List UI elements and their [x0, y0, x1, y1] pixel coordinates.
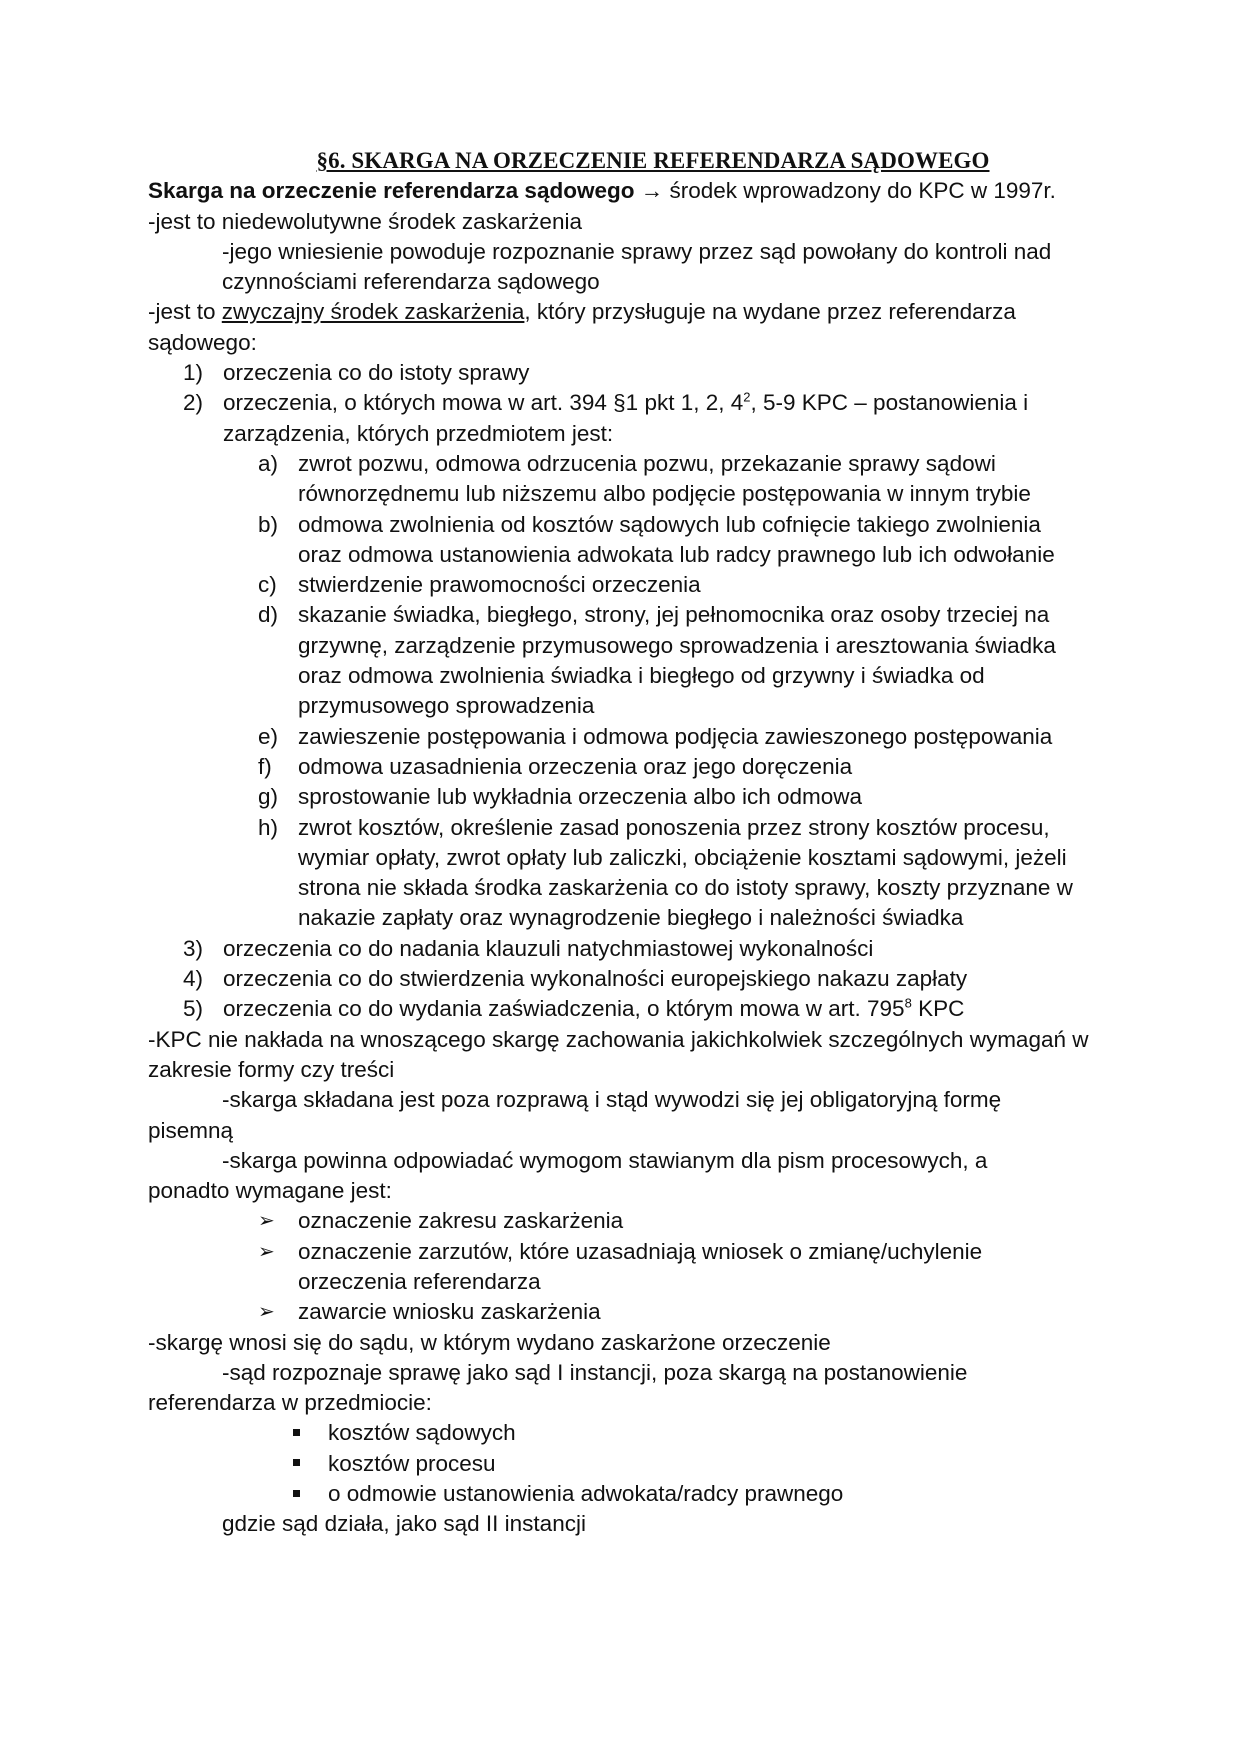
square-bullet-icon [293, 1479, 328, 1509]
square-list-item [148, 1449, 1098, 1479]
paragraph-3-sub2-line-1: -skarga powinna odpowiadać wymogom stawianym dla pism procesowych, a [222, 1147, 988, 1173]
list-item-continuation: zarządzenia, których przedmiotem jest: [223, 420, 614, 446]
sublist-text: skazanie świadka, biegłego, strony, jej pełnomocnika oraz osoby trzeciej na [298, 602, 1050, 628]
right-arrow-icon: → [640, 178, 664, 204]
square-list-item [148, 1479, 1098, 1509]
document-title: §6. SKARGA NA ORZECZENIE REFERENDARZA SĄDOWEGO [316, 148, 990, 173]
list-text: orzeczenia co do stwierdzenia wykonalności europejskiego nakazu zapłaty [223, 966, 968, 992]
list-item [148, 358, 1098, 388]
sublist-item [148, 449, 1098, 479]
paragraph-2 [148, 297, 1098, 327]
arrow-list-item [148, 1237, 1098, 1267]
sublist-letter: b) [258, 511, 279, 537]
superscript: 8 [904, 995, 912, 1011]
arrow-list-continuation: orzeczenia referendarza [298, 1268, 541, 1294]
paragraph-2-underlined: zwyczajny środek zaskarżenia [221, 299, 525, 325]
list-text-part: orzeczenia, o których mowa w art. 394 §1 pkt 1, 2, 4 [223, 390, 744, 416]
list-item [148, 994, 1098, 1024]
arrow-bullet-icon: ➢ [258, 1240, 275, 1263]
sublist-continuation: równorzędnemu lub niższemu albo podjęcie postępowania w innym trybie [298, 481, 1031, 507]
sublist-letter: g) [258, 784, 279, 810]
sublist-continuation: nakazie zapłaty oraz wynagrodzenie biegłego i należności świadka [298, 905, 964, 931]
list-text-part: orzeczenia co do wydania zaświadczenia, o którym mowa w art. 795 [223, 996, 905, 1022]
sublist-item [148, 510, 1098, 540]
sublist-text: sprostowanie lub wykładnia orzeczenia albo ich odmowa [298, 784, 863, 810]
square-list-item [148, 1418, 1098, 1448]
list-text [223, 388, 1028, 418]
paragraph-2-prefix: -jest to [148, 299, 222, 325]
list-text: orzeczenia co do istoty sprawy [223, 360, 530, 386]
superscript: 2 [743, 389, 751, 405]
sublist-letter: c) [258, 572, 277, 598]
list-number: 4) [183, 966, 204, 992]
sublist-letter: a) [258, 450, 279, 476]
square-list-text: kosztów procesu [328, 1450, 496, 1476]
square-bullet-icon [293, 1418, 328, 1448]
closing-line: gdzie sąd działa, jako sąd II instancji [222, 1511, 586, 1537]
sublist-continuation: oraz odmowa ustanowienia adwokata lub radcy prawnego lub ich odwołanie [298, 541, 1055, 567]
arrow-list-text: zawarcie wniosku zaskarżenia [298, 1299, 601, 1325]
sublist-letter: f) [258, 753, 272, 779]
list-text: orzeczenia co do nadania klauzuli natychmiastowej wykonalności [223, 935, 874, 961]
paragraph-3-sub-line-2: pisemną [148, 1117, 234, 1143]
sublist-text: odmowa uzasadnienia orzeczenia oraz jego doręczenia [298, 753, 853, 779]
list-number: 2) [183, 390, 204, 416]
list-text-part: KPC [911, 996, 965, 1022]
list-item [148, 934, 1098, 964]
paragraph-1-sub-line-1: -jego wniesienie powoduje rozpoznanie sprawy przez sąd powołany do kontroli nad [222, 238, 1052, 264]
sublist-text: odmowa zwolnienia od kosztów sądowych lub cofnięcie takiego zwolnienia [298, 511, 1041, 537]
paragraph-4-sub-line-2: referendarza w przedmiocie: [148, 1390, 432, 1416]
document-page [148, 146, 1098, 1540]
arrow-bullet-icon: ➢ [258, 1210, 275, 1233]
arrow-list-item [148, 1297, 1098, 1327]
arrow-list-text: oznaczenie zakresu zaskarżenia [298, 1208, 624, 1234]
sublist-letter: d) [258, 602, 279, 628]
arrow-list-text: oznaczenie zarzutów, które uzasadniają wniosek o zmianę/uchylenie [298, 1238, 983, 1264]
sublist-continuation: przymusowego sprowadzenia [298, 693, 595, 719]
sublist-item [148, 752, 1098, 782]
square-list-text: o odmowie ustanowienia adwokata/radcy prawnego [328, 1481, 844, 1507]
intro-line [148, 176, 1098, 206]
sublist-letter: h) [258, 814, 279, 840]
list-number: 5) [183, 996, 204, 1022]
paragraph-1-sub-line-2: czynnościami referendarza sądowego [222, 269, 600, 295]
paragraph-3-sub2-line-2: ponadto wymagane jest: [148, 1178, 392, 1204]
paragraph-2-line-2: sądowego: [148, 329, 257, 355]
sublist-text: stwierdzenie prawomocności orzeczenia [298, 572, 701, 598]
square-list-text: kosztów sądowych [328, 1420, 516, 1446]
sublist-letter: e) [258, 723, 279, 749]
list-text-part: , 5-9 KPC – postanowienia i [750, 390, 1029, 416]
sublist-text: zawieszenie postępowania i odmowa podjęcia zawieszonego postępowania [298, 723, 1053, 749]
list-text [223, 994, 964, 1024]
sublist-continuation: oraz odmowa zwolnienia świadka i biegłego od grzywny i świadka od [298, 663, 985, 689]
paragraph-2-suffix: , który przysługuje na wydane przez referendarza [524, 299, 1016, 325]
paragraph-1: -jest to niedewolutywne środek zaskarżenia [148, 208, 582, 234]
sublist-item [148, 600, 1098, 630]
paragraph-4-sub-line-1: -sąd rozpoznaje sprawę jako sąd I instancji, poza skargą na postanowienie [222, 1359, 968, 1385]
sublist-item [148, 570, 1098, 600]
sublist-text: zwrot kosztów, określenie zasad ponoszenia przez strony kosztów procesu, [298, 814, 1050, 840]
intro-rest: środek wprowadzony do KPC w 1997r. [663, 178, 1056, 204]
intro-bold: Skarga na orzeczenie referendarza sądowego [148, 178, 635, 204]
sublist-continuation: wymiar opłaty, zwrot opłaty lub zaliczki, obciążenie kosztami sądowymi, jeżeli [298, 844, 1067, 870]
list-item [148, 388, 1098, 418]
arrow-bullet-icon: ➢ [258, 1301, 275, 1324]
square-bullet-icon [293, 1449, 328, 1479]
arrow-list-item [148, 1206, 1098, 1236]
paragraph-4: -skargę wnosi się do sądu, w którym wydano zaskarżone orzeczenie [148, 1329, 831, 1355]
paragraph-3-line-1: -KPC nie nakłada na wnoszącego skargę zachowania jakichkolwiek szczególnych wymagań w [148, 1026, 1089, 1052]
sublist-continuation: grzywnę, zarządzenie przymusowego sprowadzenia i aresztowania świadka [298, 632, 1056, 658]
sublist-text: zwrot pozwu, odmowa odrzucenia pozwu, przekazanie sprawy sądowi [298, 450, 996, 476]
list-number: 1) [183, 360, 204, 386]
sublist-item [148, 813, 1098, 843]
paragraph-3-line-2: zakresie formy czy treści [148, 1056, 395, 1082]
list-item [148, 964, 1098, 994]
list-number: 3) [183, 935, 204, 961]
paragraph-3-sub-line-1: -skarga składana jest poza rozprawą i stąd wywodzi się jej obligatoryjną formę [222, 1087, 1002, 1113]
sublist-item [148, 722, 1098, 752]
sublist-item [148, 782, 1098, 812]
sublist-continuation: strona nie składa środka zaskarżenia co do istoty sprawy, koszty przyznane w [298, 875, 1073, 901]
